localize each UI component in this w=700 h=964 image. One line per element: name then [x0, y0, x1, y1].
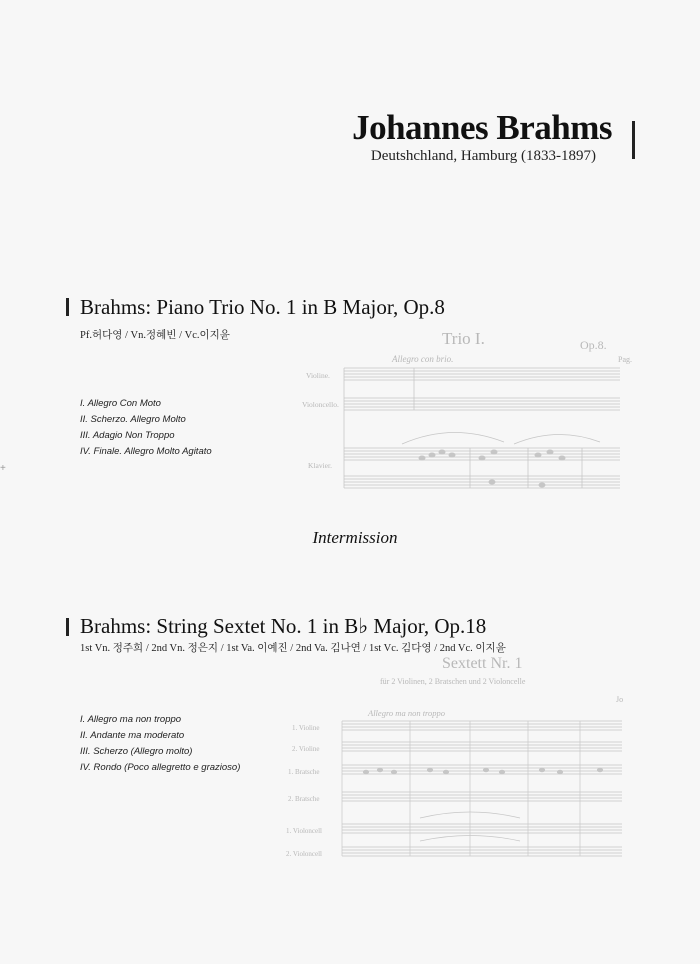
score-opus: Op.8.: [580, 338, 607, 352]
composer-info: Deutshchland, Hamburg (1833-1897): [370, 148, 596, 164]
piece-2-marker: [66, 618, 69, 636]
movement-item: I. Allegro ma non troppo: [80, 714, 182, 725]
piece-2-title: Brahms: String Sextet No. 1 in B♭ Major, Op.18: [80, 614, 487, 638]
score-staff-label: 2. Violoncell: [286, 850, 323, 858]
piece-2-performers: 1st Vn. 정주희 / 2nd Vn. 정은지 / 1st Va. 이예진 / 2nd Va. 김나연 / 1st Vc. 김다영 / 2nd Vc. 이지윤: [80, 643, 506, 654]
score-staff-label: 1. Violoncell: [286, 827, 323, 835]
composer-name: Johannes Brahms: [352, 108, 612, 147]
piece-1-marker: [66, 298, 69, 316]
movement-item: IV. Rondo (Poco allegretto e grazioso): [80, 762, 241, 773]
movement-item: IV. Finale. Allegro Molto Agitato: [80, 446, 212, 457]
movement-item: II. Andante ma moderato: [80, 730, 185, 741]
piece-1-performers: Pf.허다영 / Vn.정혜빈 / Vc.이지윤: [80, 330, 230, 341]
movement-item: III. Adagio Non Troppo: [80, 430, 175, 441]
score-corner-text: Jo: [616, 695, 624, 704]
trio-score-watermark: [282, 322, 632, 502]
score-page-label: Pag.: [618, 355, 632, 364]
piece-2-movements: [80, 712, 240, 776]
score-staff-label: Violine.: [306, 371, 330, 380]
score-staff-label: Klavier.: [308, 461, 332, 470]
score-staff-label: 1. Bratsche: [288, 768, 320, 776]
score-staff-label: 2. Violine: [292, 745, 320, 753]
score-title: Sextett Nr. 1: [442, 655, 523, 672]
score-subtitle: für 2 Violinen, 2 Bratschen und 2 Violoncelle: [380, 677, 526, 686]
score-tempo: Allegro ma non troppo: [368, 708, 446, 718]
score-staff-label: 1. Violine: [292, 724, 320, 732]
score-title: Trio I.: [442, 329, 485, 348]
header-divider: [632, 121, 635, 159]
score-staff-label: Violoncello.: [302, 400, 339, 409]
piece-1-title: Brahms: Piano Trio No. 1 in B Major, Op.8: [80, 295, 445, 319]
sextet-score-watermark: [270, 650, 630, 880]
edge-mark: +: [0, 463, 6, 474]
score-tempo: Allegro con brio.: [392, 354, 454, 364]
score-staff-label: 2. Bratsche: [288, 795, 320, 803]
movement-item: III. Scherzo (Allegro molto): [80, 746, 193, 757]
movement-item: II. Scherzo. Allegro Molto: [80, 414, 186, 425]
intermission-label: Intermission: [312, 528, 398, 547]
movement-item: I. Allegro Con Moto: [80, 398, 161, 409]
piece-1-movements: [80, 396, 212, 460]
